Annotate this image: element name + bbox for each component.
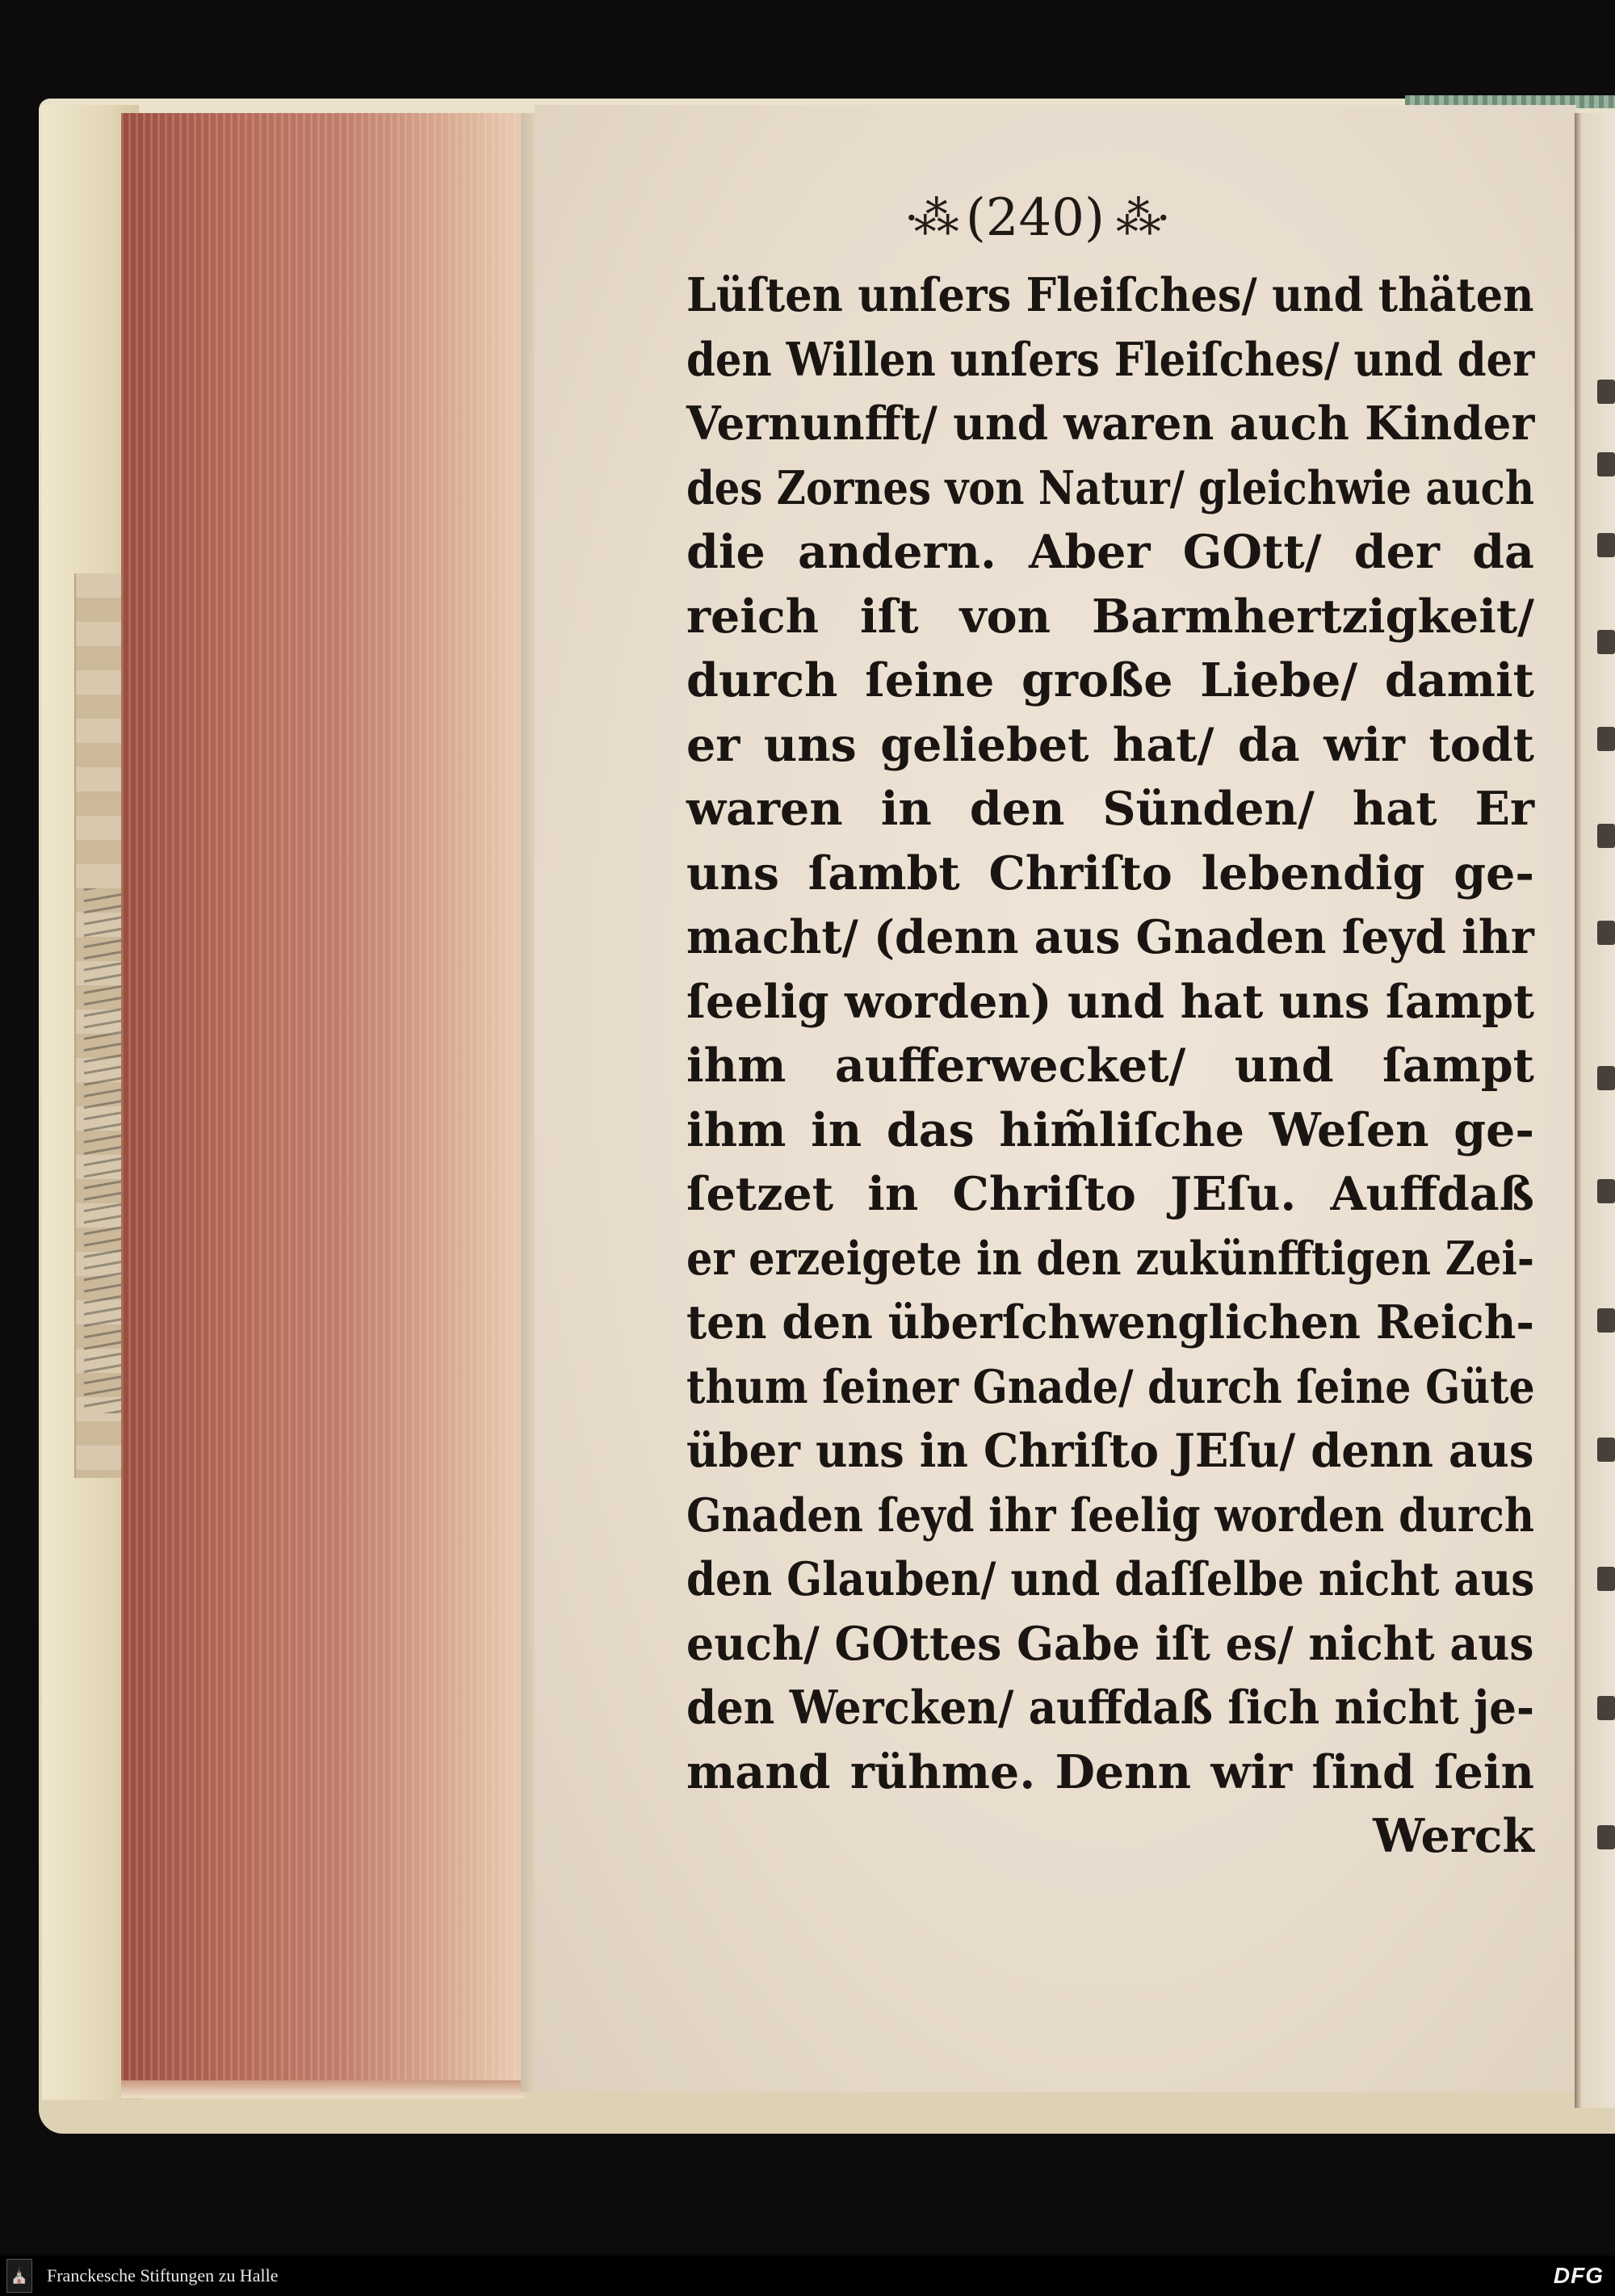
ornament-left-icon: ·⁂ xyxy=(904,191,954,245)
viewer-footer xyxy=(0,2256,1615,2296)
catchword: Werck xyxy=(1373,1809,1534,1863)
text-line: er uns geliebet hat/ da wir todt xyxy=(686,717,1534,772)
text-line: ſetzet in Chriſto JEſu. Auffdaß xyxy=(686,1167,1534,1221)
text-line: uns ſambt Chriſto lebendig ge- xyxy=(686,846,1534,900)
text-line: durch ſeine große Liebe/ damit xyxy=(686,653,1534,707)
francke-foundation-logo-icon: ⛪ xyxy=(6,2259,32,2293)
text-line: des Zornes von Natur/ gleichwie auch xyxy=(686,460,1535,515)
text-line: reich iſt von Barmhertzigkeit/ xyxy=(686,589,1534,644)
text-line: mand rühme. Denn wir ſind ſein xyxy=(686,1744,1534,1799)
text-line: waren in den Sünden/ hat Er xyxy=(686,782,1534,836)
text-line: über uns in Chriſto JEſu/ denn aus xyxy=(686,1424,1534,1478)
text-line: die andern. Aber GOtt/ der da xyxy=(686,525,1534,579)
bookmark-engraving xyxy=(84,888,124,1413)
text-line: Lüſten unſers Fleiſches/ und thäten xyxy=(686,268,1534,322)
text-line: ten den überſchwenglichen Reich- xyxy=(686,1295,1534,1349)
text-line: ihm in das him̃liſche Weſen ge- xyxy=(686,1102,1534,1157)
text-line: den Willen unſers Fleiſches/ und der xyxy=(686,332,1535,387)
page-body-text xyxy=(686,263,1534,1869)
text-line: ihm aufferwecket/ und ſampt xyxy=(686,1039,1534,1093)
text-line: macht/ (denn aus Gnaden ſeyd ihr xyxy=(686,910,1534,964)
dfg-logo: DFG xyxy=(1553,2263,1604,2288)
page-block-edges xyxy=(121,113,526,2092)
ornament-right-icon: ⁂· xyxy=(1115,191,1166,245)
page-header xyxy=(904,186,1166,250)
page-number: (240) xyxy=(965,188,1105,248)
text-line: er erzeigete in den zukünfftigen Zei- xyxy=(686,1231,1535,1286)
institution-name: Franckesche Stiftungen zu Halle xyxy=(47,2265,279,2286)
text-line: den Glauben/ und daſſelbe nicht aus xyxy=(686,1552,1535,1606)
text-line: ſeelig worden) und hat uns ſampt xyxy=(686,974,1535,1029)
text-line: euch/ GOttes Gabe iſt es/ nicht aus xyxy=(686,1616,1534,1671)
facing-page-edge xyxy=(1575,113,1615,2108)
text-line: thum ſeiner Gnade/ durch ſeine Güte xyxy=(686,1359,1535,1414)
text-line: Gnaden ſeyd ihr ſeelig worden durch xyxy=(686,1488,1534,1543)
text-line: Vernunfft/ und waren auch Kinder xyxy=(686,397,1535,451)
text-line: den Wercken/ auffdaß ſich nicht je- xyxy=(686,1681,1534,1735)
